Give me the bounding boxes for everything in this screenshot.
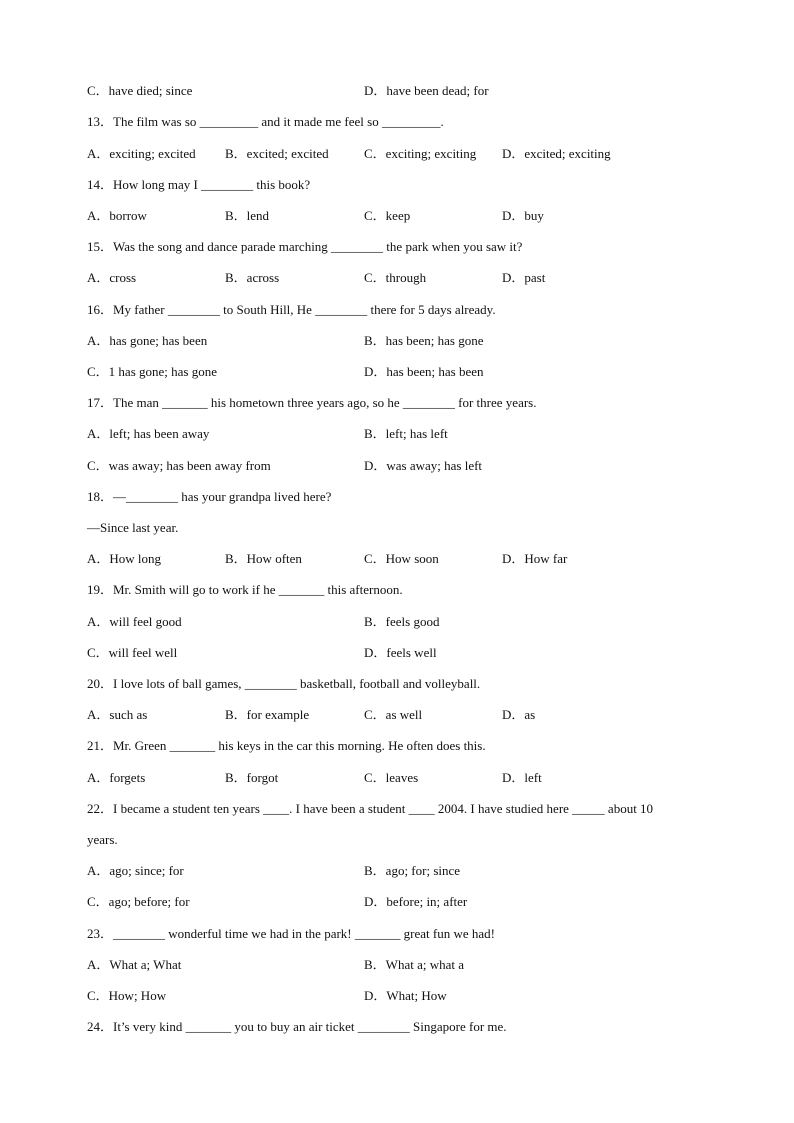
q22-stem: 22．I became a student ten years ____. I have been a student ____ 2004. I have studied here _____ about 10 bbox=[87, 801, 654, 816]
q15-stem: 15．Was the song and dance parade marching ________ the park when you saw it? bbox=[87, 239, 523, 254]
q17-option-a: A．left; has been away bbox=[87, 426, 210, 441]
q22-stem-continued: years. bbox=[87, 832, 118, 847]
q13-option-b: B．excited; excited bbox=[225, 146, 329, 161]
q14-stem: 14．How long may I ________ this book? bbox=[87, 177, 311, 192]
q18-option-c: C．How soon bbox=[364, 551, 439, 566]
q15-option-b: B．across bbox=[225, 270, 280, 285]
q13-option-d: D．excited; exciting bbox=[502, 146, 611, 161]
q22-option-b: B．ago; for; since bbox=[364, 863, 461, 878]
q23-option-a: A．What a; What bbox=[87, 957, 182, 972]
q16-option-c: C．1 has gone; has gone bbox=[87, 364, 217, 379]
q13-option-c: C．exciting; exciting bbox=[364, 146, 477, 161]
q16-stem: 16．My father ________ to South Hill, He ________ there for 5 days already. bbox=[87, 302, 496, 317]
q23-option-d: D．What; How bbox=[364, 988, 447, 1003]
q16-option-d: D．has been; has been bbox=[364, 364, 484, 379]
q18-stem: 18．—________ has your grandpa lived here? bbox=[87, 489, 332, 504]
q17-option-c: C．was away; has been away from bbox=[87, 458, 271, 473]
q12-option-c: C．have died; since bbox=[87, 83, 193, 98]
q14-option-b: B．lend bbox=[225, 208, 270, 223]
q12-option-d: D．have been dead; for bbox=[364, 83, 489, 98]
q22-option-c: C．ago; before; for bbox=[87, 894, 190, 909]
q21-option-b: B．forgot bbox=[225, 770, 279, 785]
q17-option-d: D．was away; has left bbox=[364, 458, 483, 473]
q14-option-a: A．borrow bbox=[87, 208, 147, 223]
q15-option-c: C．through bbox=[364, 270, 427, 285]
q20-stem: 20．I love lots of ball games, ________ basketball, football and volleyball. bbox=[87, 676, 481, 691]
q19-stem: 19．Mr. Smith will go to work if he _______ this afternoon. bbox=[87, 582, 403, 597]
q23-option-c: C．How; How bbox=[87, 988, 167, 1003]
q20-option-b: B．for example bbox=[225, 707, 310, 722]
q14-option-d: D．buy bbox=[502, 208, 544, 223]
q23-option-b: B．What a; what a bbox=[364, 957, 464, 972]
q18-option-a: A．How long bbox=[87, 551, 162, 566]
q17-option-b: B．left; has left bbox=[364, 426, 448, 441]
q19-option-d: D．feels well bbox=[364, 645, 437, 660]
q13-stem: 13．The film was so _________ and it made me feel so _________. bbox=[87, 114, 444, 129]
q18-option-b: B．How often bbox=[225, 551, 302, 566]
q16-option-b: B．has been; has gone bbox=[364, 333, 484, 348]
q17-stem: 17．The man _______ his hometown three years ago, so he ________ for three years. bbox=[87, 395, 537, 410]
q19-option-a: A．will feel good bbox=[87, 614, 182, 629]
q21-option-a: A．forgets bbox=[87, 770, 146, 785]
q20-option-a: A．such as bbox=[87, 707, 148, 722]
q19-option-c: C．will feel well bbox=[87, 645, 178, 660]
q18-option-d: D．How far bbox=[502, 551, 568, 566]
q23-stem: 23．________ wonderful time we had in the park! _______ great fun we had! bbox=[87, 926, 495, 941]
q18-reply: —Since last year. bbox=[87, 520, 179, 535]
q15-option-a: A．cross bbox=[87, 270, 137, 285]
q20-option-c: C．as well bbox=[364, 707, 423, 722]
q21-option-c: C．leaves bbox=[364, 770, 419, 785]
q13-option-a: A．exciting; excited bbox=[87, 146, 196, 161]
q16-option-a: A．has gone; has been bbox=[87, 333, 208, 348]
q22-option-a: A．ago; since; for bbox=[87, 863, 184, 878]
q19-option-b: B．feels good bbox=[364, 614, 440, 629]
q15-option-d: D．past bbox=[502, 270, 546, 285]
q21-stem: 21．Mr. Green _______ his keys in the car this morning. He often does this. bbox=[87, 738, 486, 753]
q20-option-d: D．as bbox=[502, 707, 536, 722]
q24-stem: 24．It’s very kind _______ you to buy an air ticket ________ Singapore for me. bbox=[87, 1019, 507, 1034]
q22-option-d: D．before; in; after bbox=[364, 894, 468, 909]
q21-option-d: D．left bbox=[502, 770, 542, 785]
q14-option-c: C．keep bbox=[364, 208, 411, 223]
